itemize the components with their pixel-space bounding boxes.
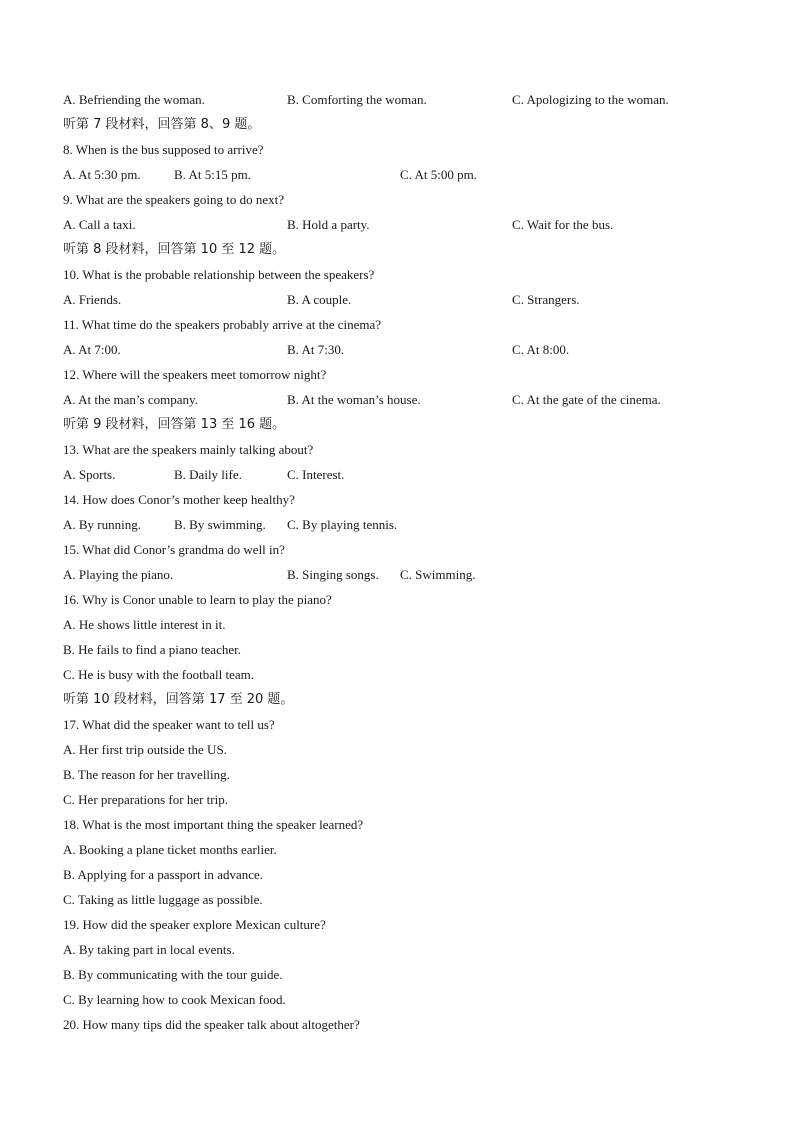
q14-options-row <box>63 512 743 537</box>
q18-question: 18. What is the most important thing the speaker learned? <box>63 817 364 832</box>
q9-option-c: C. Wait for the bus. <box>512 217 614 232</box>
q18-option-a: A. Booking a plane ticket months earlier. <box>63 842 277 857</box>
section-10-heading: 听第 10 段材料，回答第 17 至 20 题。 <box>63 692 294 707</box>
q18-option-b: B. Applying for a passport in advance. <box>63 867 264 882</box>
q15-option-a: A. Playing the piano. <box>63 567 174 582</box>
q13-option-a: A. Sports. <box>63 467 116 482</box>
q20-question: 20. How many tips did the speaker talk about altogether? <box>63 1017 360 1032</box>
q8-options-row <box>63 162 743 187</box>
q9-option-a: A. Call a taxi. <box>63 217 136 232</box>
q7-option-a: A. Befriending the woman. <box>63 92 205 107</box>
q8-option-b: B. At 5:15 pm. <box>174 167 251 182</box>
section-8-heading: 听第 8 段材料，回答第 10 至 12 题。 <box>63 242 286 257</box>
q16-option-c: C. He is busy with the football team. <box>63 667 255 682</box>
q12-options-row <box>63 387 743 412</box>
section-9-heading: 听第 9 段材料，回答第 13 至 16 题。 <box>63 417 286 432</box>
q17-option-a: A. Her first trip outside the US. <box>63 742 227 757</box>
section-7-heading: 听第 7 段材料，回答第 8、9 题。 <box>63 117 261 132</box>
q9-question: 9. What are the speakers going to do next? <box>63 192 285 207</box>
q11-option-c: C. At 8:00. <box>512 342 570 357</box>
q18-option-c: C. Taking as little luggage as possible. <box>63 892 263 907</box>
q12-option-b: B. At the woman’s house. <box>287 392 421 407</box>
q13-options-row <box>63 462 743 487</box>
q14-question: 14. How does Conor’s mother keep healthy? <box>63 492 295 507</box>
q17-question: 17. What did the speaker want to tell us? <box>63 717 275 732</box>
q7-option-c: C. Apologizing to the woman. <box>512 92 669 107</box>
q14-option-a: A. By running. <box>63 517 141 532</box>
q16-option-b: B. He fails to find a piano teacher. <box>63 642 241 657</box>
q8-option-c: C. At 5:00 pm. <box>400 167 477 182</box>
q13-question: 13. What are the speakers mainly talking about? <box>63 442 314 457</box>
q16-question: 16. Why is Conor unable to learn to play the piano? <box>63 592 332 607</box>
q12-option-a: A. At the man’s company. <box>63 392 198 407</box>
q19-option-b: B. By communicating with the tour guide. <box>63 967 283 982</box>
q15-option-b: B. Singing songs. <box>287 567 379 582</box>
q10-options-row <box>63 287 743 312</box>
q10-option-c: C. Strangers. <box>512 292 580 307</box>
q16-option-a: A. He shows little interest in it. <box>63 617 226 632</box>
q13-option-c: C. Interest. <box>287 467 345 482</box>
q19-option-a: A. By taking part in local events. <box>63 942 235 957</box>
q9-options-row <box>63 212 743 237</box>
q7-option-b: B. Comforting the woman. <box>287 92 427 107</box>
q17-option-c: C. Her preparations for her trip. <box>63 792 228 807</box>
q11-option-a: A. At 7:00. <box>63 342 121 357</box>
q10-option-b: B. A couple. <box>287 292 352 307</box>
q15-question: 15. What did Conor’s grandma do well in? <box>63 542 285 557</box>
q8-option-a: A. At 5:30 pm. <box>63 167 141 182</box>
q10-question: 10. What is the probable relationship between the speakers? <box>63 267 375 282</box>
q12-question: 12. Where will the speakers meet tomorrow night? <box>63 367 327 382</box>
q15-options-row <box>63 562 743 587</box>
q12-option-c: C. At the gate of the cinema. <box>512 392 661 407</box>
q7-options-row <box>63 87 743 112</box>
q10-option-a: A. Friends. <box>63 292 122 307</box>
q13-option-b: B. Daily life. <box>174 467 242 482</box>
q9-option-b: B. Hold a party. <box>287 217 370 232</box>
q14-option-b: B. By swimming. <box>174 517 266 532</box>
q11-question: 11. What time do the speakers probably arrive at the cinema? <box>63 317 382 332</box>
q14-option-c: C. By playing tennis. <box>287 517 398 532</box>
q15-option-c: C. Swimming. <box>400 567 476 582</box>
q11-option-b: B. At 7:30. <box>287 342 345 357</box>
q8-question: 8. When is the bus supposed to arrive? <box>63 142 264 157</box>
q19-option-c: C. By learning how to cook Mexican food. <box>63 992 286 1007</box>
q19-question: 19. How did the speaker explore Mexican culture? <box>63 917 326 932</box>
q17-option-b: B. The reason for her travelling. <box>63 767 230 782</box>
q11-options-row <box>63 337 743 362</box>
